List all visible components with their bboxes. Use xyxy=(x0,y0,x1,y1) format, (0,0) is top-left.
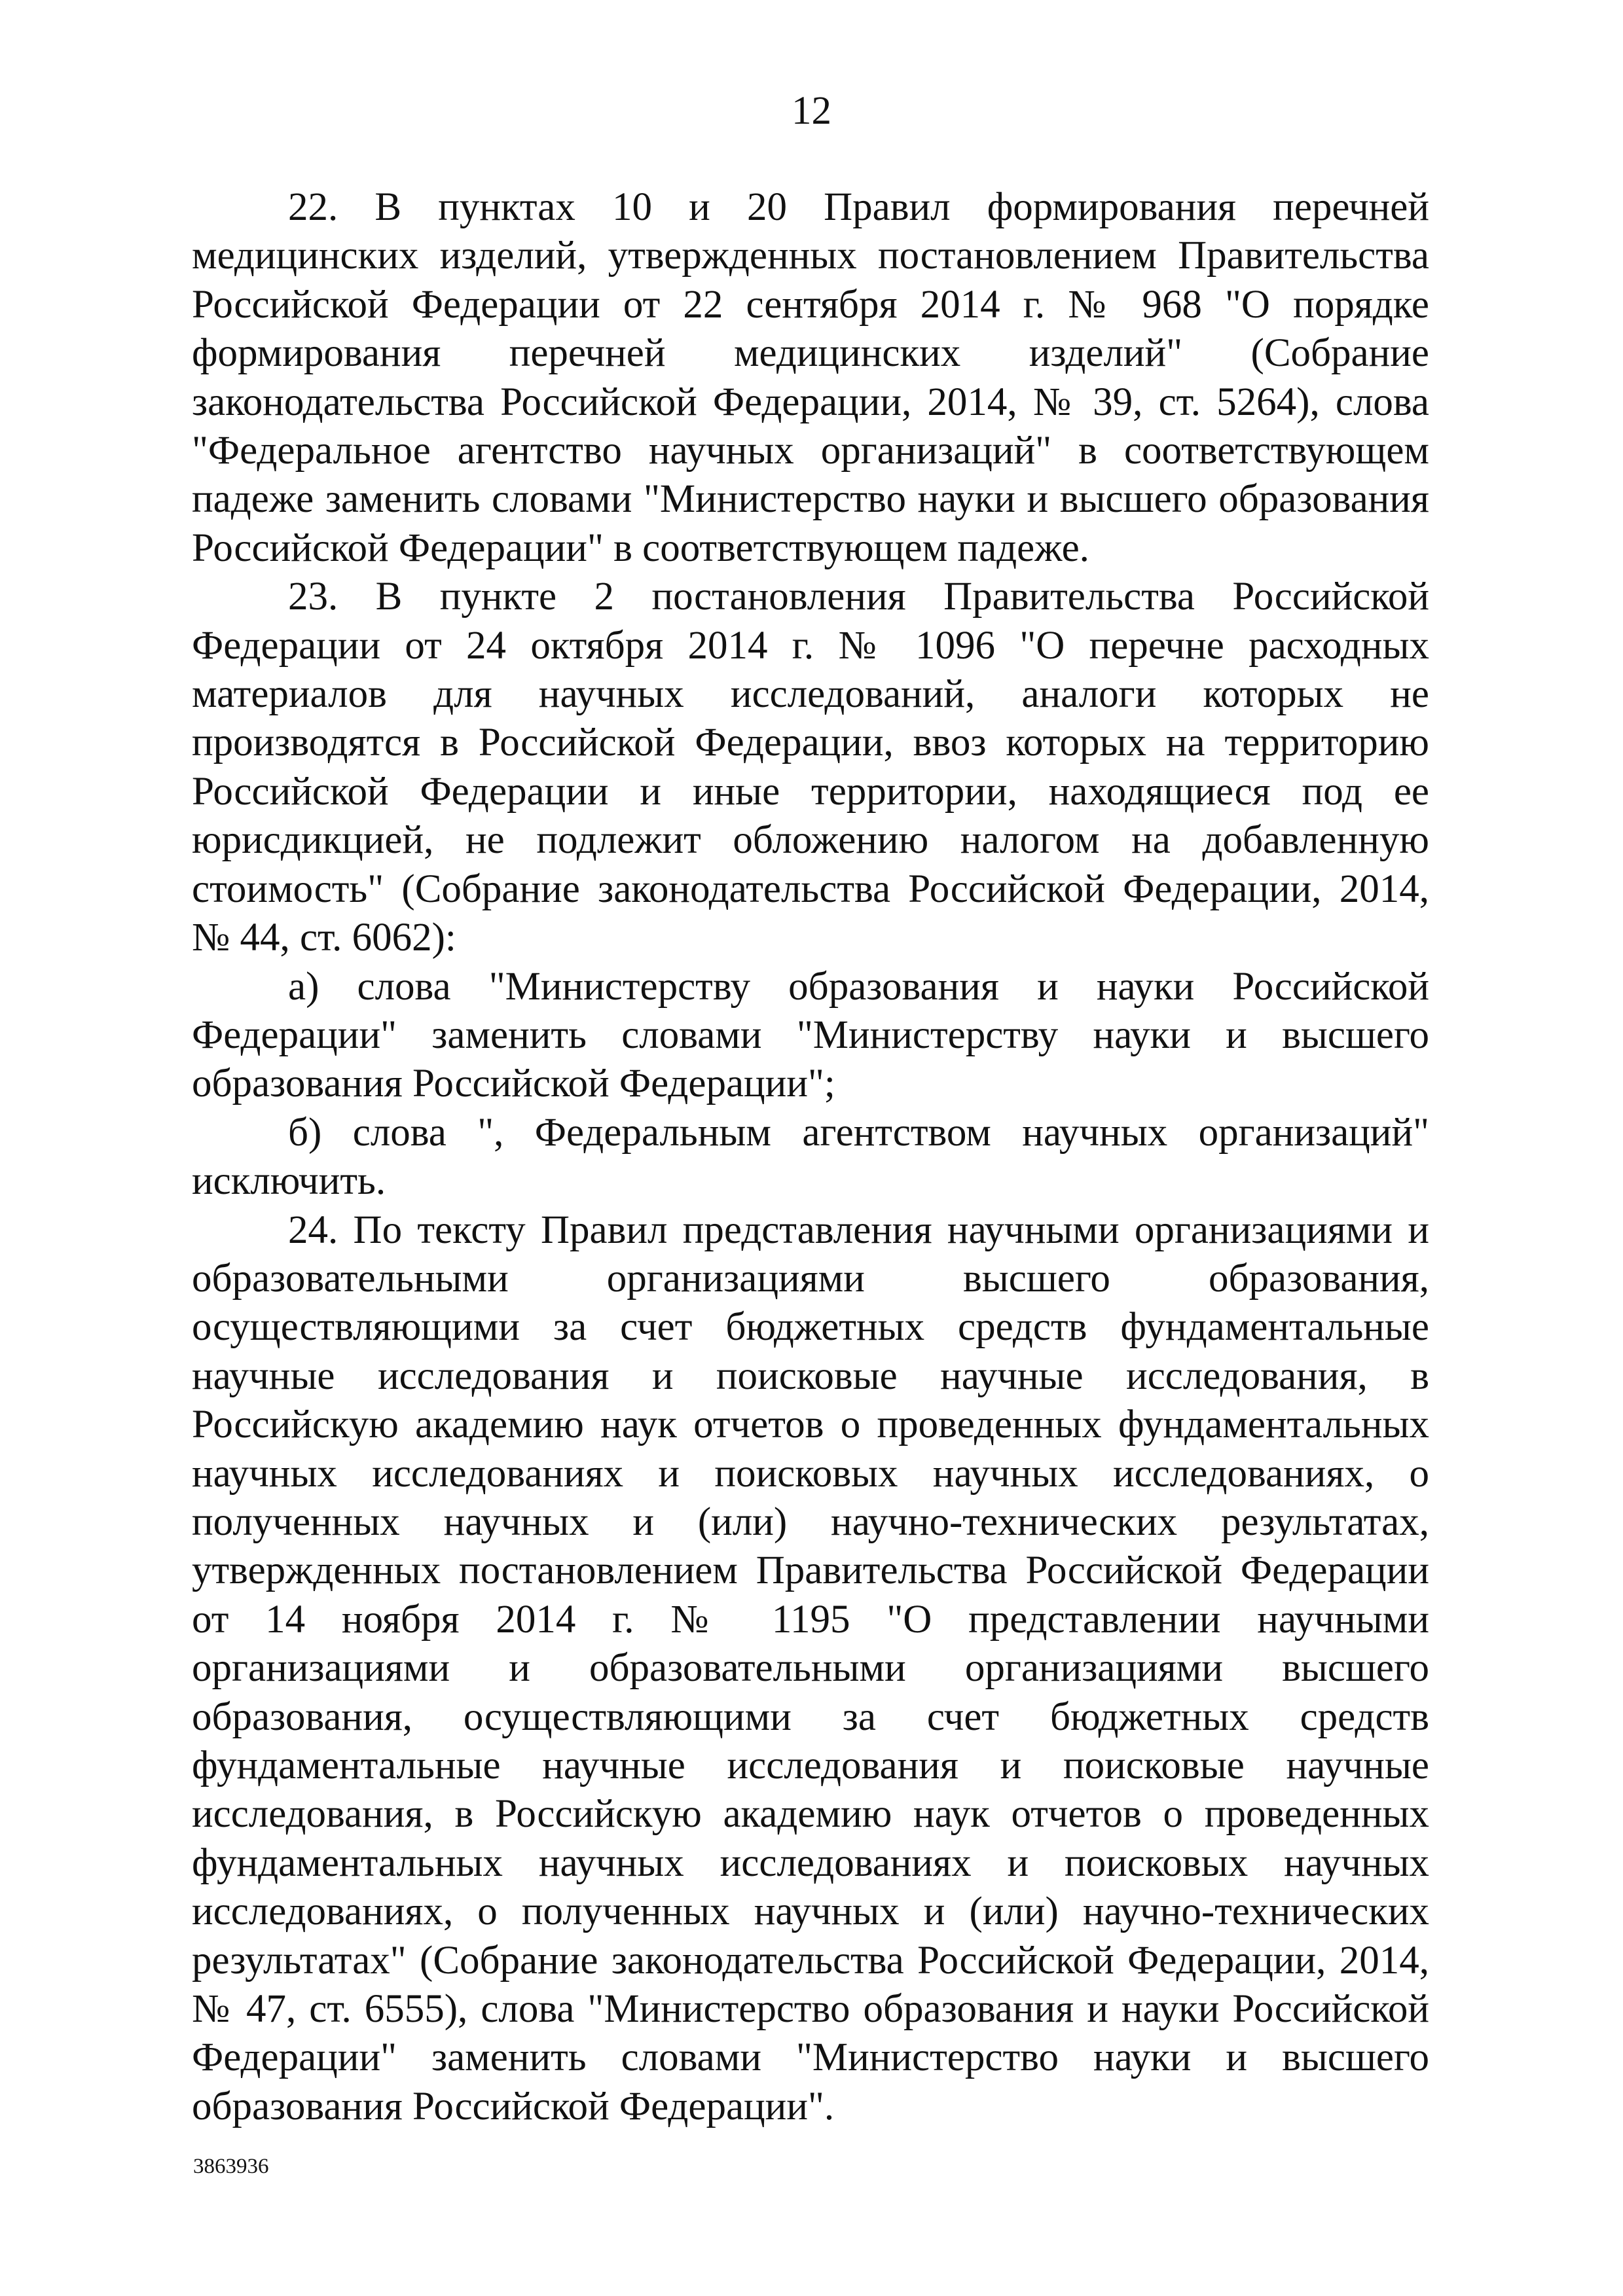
paragraph-item-23: 23. В пункте 2 постановления Правительства Российской Федерации от 24 октября 2014 г. № 1096 "О перечне расходных материалов для научных исследований, аналоги которых не производятся в Российской Федерации, ввоз которых на территорию Российской Федерации и иные территории, находящиеся под ее юрисдикцией, не подлежит обложению налогом на добавленную стоимость" (Собрание законодательства Российской Федерации, 2014, № 44, ст. 6062): xyxy=(192,575,1429,960)
paragraph-item-22: 22. В пунктах 10 и 20 Правил формирования перечней медицинских изделий, утвержденных постановлением Правительства Российской Федерации от 22 сентября 2014 г. № 968 "О порядке формирования перечней медицинских изделий" (Собрание законодательства Российской Федерации, 2014, № 39, ст. 5264), слова "Федеральное агентство научных организаций" в соответствующем падеже заменить словами "Министерство науки и высшего образования Российской Федерации" в соответствующем падеже. xyxy=(192,185,1429,570)
document-id: 3863936 xyxy=(193,2155,269,2178)
paragraph-subitem-b: б) слова ", Федеральным агентством научных организаций" исключить. xyxy=(192,1110,1429,1204)
paragraph-subitem-a: а) слова "Министерству образования и науки Российской Федерации" заменить словами "Министерству науки и высшего образования Российской Федерации"; xyxy=(192,964,1429,1106)
paragraph-item-24: 24. По тексту Правил представления научными организациями и образовательными организациями высшего образования, осуществляющими за счет бюджетных средств фундаментальные научные исследования и поисковые научные исследования, в Российскую академию наук отчетов о проведенных фундаментальных научных исследованиях и поисковых научных исследованиях, о полученных научных и (или) научно-технических результатах, утвержденных постановлением Правительства Российской Федерации от 14 ноября 2014 г. № 1195 "О представлении научными организациями и образовательными организациями высшего образования, осуществляющими за счет бюджетных средств фундаментальные научные исследования и поисковые научные исследования, в Российскую академию наук отчетов о проведенных фундаментальных научных исследованиях и поисковых научных исследованиях, о полученных научных и (или) научно-технических результатах" (Собрание законодательства Российской Федерации, 2014, № 47, ст. 6555), слова "Министерство образования и науки Российской Федерации" заменить словами "Министерство науки и высшего образования Российской Федерации". xyxy=(192,1208,1429,2128)
page-number: 12 xyxy=(792,89,831,133)
document-body xyxy=(192,183,1429,2131)
